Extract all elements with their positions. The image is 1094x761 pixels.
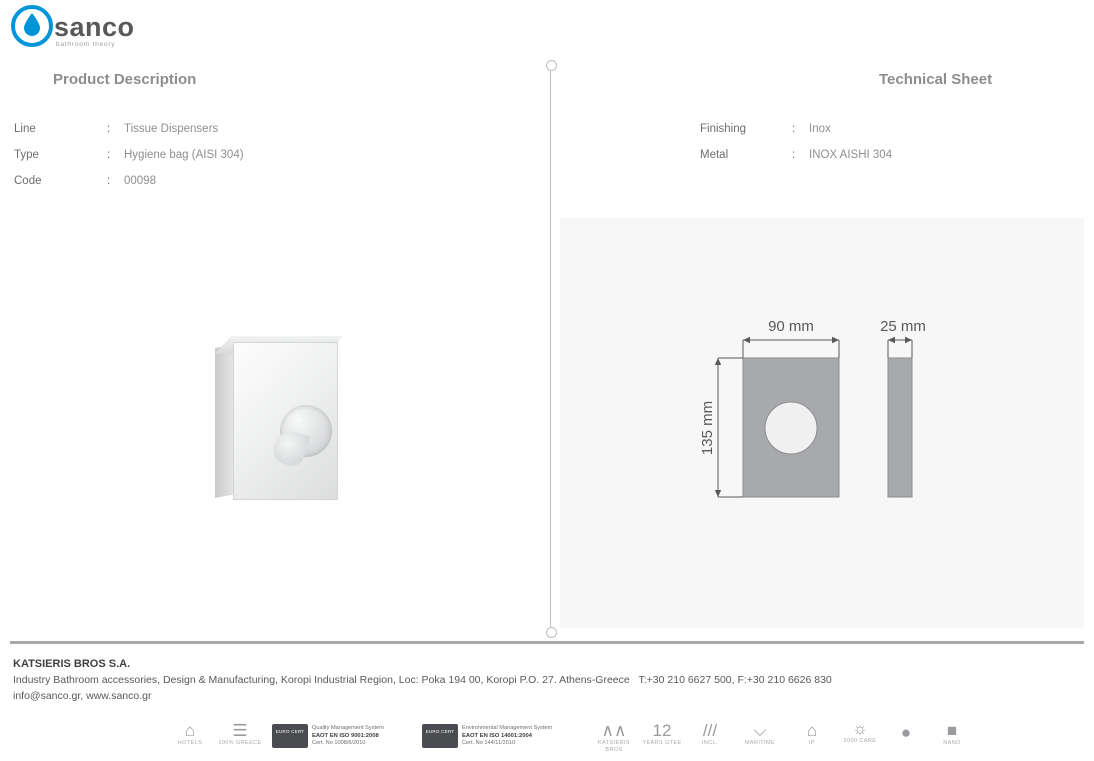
greece-flag-icon: ☰ <box>232 721 248 740</box>
spec-row <box>14 149 414 175</box>
spec-value: 00098 <box>124 175 156 187</box>
spec-colon: : <box>107 149 111 161</box>
dim-front-width: 90 mm <box>768 318 814 335</box>
cert-greece <box>218 722 262 747</box>
cert-quality-text <box>312 725 432 748</box>
cert-label: 100% GREECE <box>218 740 262 746</box>
footer-address: Industry Bathroom accessories, Design & Manufacturing, Koropi Industrial Region, Loc: Poka 194 00, Koropi P.O. 27. Athens-Greece <box>13 674 630 686</box>
spec-label: Type <box>14 149 39 161</box>
cert-line3: Cert. No 1008/6/2010 <box>312 740 366 747</box>
cert-incl <box>690 722 730 747</box>
spec-label: Metal <box>700 149 729 161</box>
cert-label: IP <box>809 740 815 746</box>
cert-label: INCL. <box>701 740 719 746</box>
footer-divider <box>10 641 1084 644</box>
nano-icon: ■ <box>946 721 958 740</box>
divider-dot-top <box>546 60 557 71</box>
cert-eco <box>840 720 880 745</box>
cert-label: NANO <box>943 740 961 746</box>
panel-divider <box>550 65 551 631</box>
spec-value: Tissue Dispensers <box>124 123 219 135</box>
divider-dot-bottom <box>546 627 557 638</box>
cert-line3: Cert. No 144/11/2010 <box>462 740 516 747</box>
cert-ip <box>792 722 832 747</box>
drop-icon: ● <box>900 723 912 742</box>
hotels-icon: ⌂ <box>184 721 196 740</box>
cert-line1: Quality Management System <box>312 725 384 731</box>
brand-name: sanco <box>54 12 135 42</box>
cert-maritime <box>738 722 782 747</box>
spec-value: INOX AISHI 304 <box>809 149 893 161</box>
product-description-title: Product Description <box>53 71 197 88</box>
product-front-face <box>233 342 338 500</box>
droplet-circle-icon <box>10 4 54 48</box>
maritime-icon: ⌵ <box>753 721 767 740</box>
twelve-years-icon: 12 <box>652 721 672 740</box>
cert-hotels <box>170 722 210 747</box>
technical-sheet-specs <box>700 123 1040 175</box>
eco-care-icon: ☼ <box>852 719 868 738</box>
cert-years <box>642 722 682 747</box>
spec-value: Inox <box>809 123 831 135</box>
spec-label: Finishing <box>700 123 747 135</box>
spec-label: Code <box>14 175 42 187</box>
spec-colon: : <box>107 175 111 187</box>
cert-label: 2000 CARE <box>843 738 877 744</box>
spec-colon: : <box>792 149 796 161</box>
cert-label: KATSIERIS BROS <box>598 740 630 753</box>
ip-rating-icon: ⌂ <box>806 721 818 740</box>
cert-label: MARITIME <box>744 740 776 746</box>
cert-label: YEARS GTEE <box>642 740 682 746</box>
spec-label: Line <box>14 123 36 135</box>
cert-nano <box>932 722 972 747</box>
product-description-specs <box>14 123 414 201</box>
euro-cert-environment-icon: EURO CERT <box>422 724 458 748</box>
footer-company: KATSIERIS BROS S.A. <box>13 658 131 670</box>
spec-row <box>700 123 1040 149</box>
footer-contact[interactable]: info@sanco.gr, www.sanco.gr <box>13 690 152 702</box>
footer-phones: T:+30 210 6627 500, F:+30 210 6626 830 <box>638 674 832 686</box>
cert-line1: Environmental Management System <box>462 725 553 731</box>
incl-icon: /// <box>702 721 718 740</box>
cert-line2: EAOT EN ISO 14001:2004 <box>462 732 532 739</box>
side-view-shape <box>888 358 912 497</box>
footer <box>13 656 1083 704</box>
cert-environment-text <box>462 725 592 748</box>
cert-label: HOTELS <box>177 740 203 746</box>
cert-katsieris <box>590 722 638 754</box>
spec-row <box>14 123 414 149</box>
euro-cert-quality-icon: EURO CERT <box>272 724 308 748</box>
brand-tagline: bathroom theory <box>56 41 116 48</box>
dim-front-height: 135 mm <box>699 400 716 456</box>
katsieris-mountain-icon: ∧∧ <box>601 721 627 740</box>
product-dispenser-opening <box>280 405 332 457</box>
brand-logo <box>10 4 150 52</box>
technical-drawing <box>560 218 1084 628</box>
spec-colon: : <box>107 123 111 135</box>
dim-side-width: 25 mm <box>880 318 926 335</box>
front-view-opening <box>765 402 817 454</box>
certification-strip <box>150 714 1080 758</box>
footer-address-line <box>13 672 1083 688</box>
spec-colon: : <box>792 123 796 135</box>
spec-row <box>700 149 1040 175</box>
cert-line2: EAOT EN ISO 9001:2008 <box>312 732 379 739</box>
spec-row <box>14 175 414 201</box>
cert-drop <box>888 724 924 742</box>
technical-sheet-title: Technical Sheet <box>879 71 993 88</box>
spec-value: Hygiene bag (AISI 304) <box>124 149 244 161</box>
product-image <box>215 332 340 502</box>
